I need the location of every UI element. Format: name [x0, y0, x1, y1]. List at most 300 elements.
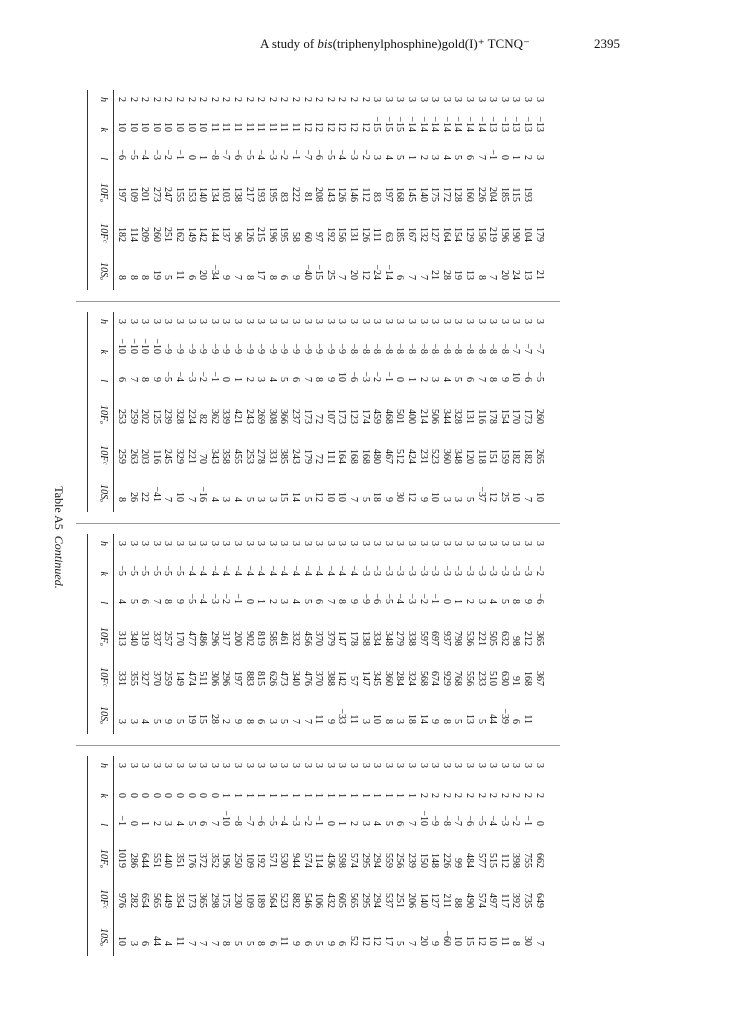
cell-fobs: 340: [127, 631, 139, 646]
cell-fobs: 295: [359, 853, 371, 868]
cell-sigma: 19: [185, 714, 197, 724]
cell-fcalc: 480: [371, 449, 383, 464]
cell-l: −1: [208, 371, 220, 382]
cell-sigma: 4: [208, 497, 220, 502]
cell-l: −3: [150, 149, 162, 160]
table-row: [312, 312, 324, 512]
cell-fcalc: 605: [336, 893, 348, 908]
cell-fobs: 501: [394, 409, 406, 424]
cell-h: 3: [406, 319, 417, 324]
cell-k: −14: [464, 116, 475, 132]
cell-fcalc: 282: [127, 893, 139, 908]
cell-fcalc: 354: [174, 893, 185, 908]
cell-k: −3: [359, 565, 371, 576]
table-row: [440, 534, 452, 734]
cell-l: 1: [510, 155, 522, 160]
cell-fcalc: 60: [301, 232, 313, 242]
cell-l: −8: [208, 149, 220, 160]
running-title-suffix: (triphenylphosphine)gold(I)⁺ TCNQ⁻: [332, 36, 530, 51]
cell-fcalc: 360: [382, 671, 394, 686]
table-row: [185, 90, 197, 290]
cell-fobs: 352: [208, 853, 220, 868]
cell-sigma: 17: [382, 936, 394, 946]
cell-fobs: 204: [487, 187, 499, 202]
cell-sigma: 7: [185, 497, 197, 502]
cell-h: 3: [406, 763, 417, 768]
cell-fobs: 902: [243, 631, 255, 646]
table-row: [382, 90, 394, 290]
cell-fcalc: 340: [290, 671, 301, 686]
cell-fobs: 126: [336, 187, 348, 202]
cell-fobs: 226: [475, 187, 487, 202]
cell-fcalc: 260: [150, 227, 162, 242]
cell-fcalc: 63: [382, 232, 394, 242]
cell-sigma: −16: [197, 486, 209, 502]
cell-fcalc: 265: [533, 449, 545, 464]
cell-sigma: 11: [313, 714, 325, 724]
cell-k: 1: [243, 793, 255, 798]
cell-h: 3: [290, 541, 301, 546]
cell-sigma: 25: [324, 270, 336, 280]
cell-h: 3: [510, 541, 522, 546]
column-header-k: k: [98, 127, 109, 132]
cell-h: 3: [336, 541, 348, 546]
cell-l: −8: [232, 815, 243, 826]
cell-h: 3: [150, 319, 162, 324]
column-header-row: [97, 312, 109, 512]
cell-h: 3: [487, 97, 499, 102]
cell-fobs: 250: [232, 853, 243, 868]
page-number: 2395: [594, 36, 620, 51]
cell-fobs: 170: [174, 631, 185, 646]
table-header-rule: [113, 90, 114, 290]
table-row: [486, 756, 498, 956]
cell-fobs: 344: [440, 409, 452, 424]
cell-l: −5: [475, 815, 487, 826]
cell-sigma: 11: [278, 936, 290, 946]
cell-k: 2: [487, 793, 499, 798]
cell-l: −2: [417, 593, 429, 604]
cell-h: 3: [116, 763, 127, 768]
cell-sigma: 7: [208, 941, 220, 946]
table-row: [370, 90, 382, 290]
cell-h: 3: [313, 763, 325, 768]
cell-fobs: 585: [266, 631, 278, 646]
cell-h: 3: [487, 763, 499, 768]
cell-h: 3: [359, 319, 371, 324]
cell-h: 3: [232, 763, 243, 768]
block-separator: [76, 745, 560, 746]
cell-h: 3: [290, 763, 301, 768]
cell-fobs: 98: [510, 636, 522, 646]
table-block: [76, 756, 560, 956]
cell-l: 2: [464, 599, 475, 604]
cell-fobs: 574: [301, 853, 313, 868]
cell-sigma: 3: [440, 497, 452, 502]
cell-sigma: 3: [266, 719, 278, 724]
table-row: [359, 534, 371, 734]
cell-fobs: 192: [255, 853, 267, 868]
table-row: [150, 534, 162, 734]
cell-k: −3: [510, 565, 522, 576]
cell-fobs: 170: [510, 409, 522, 424]
cell-fcalc: 132: [417, 227, 429, 242]
cell-h: 3: [440, 541, 452, 546]
cell-k: 0: [127, 793, 139, 798]
cell-fcalc: 278: [255, 449, 267, 464]
cell-h: 2: [162, 97, 174, 102]
cell-h: 2: [127, 97, 139, 102]
table-row: [347, 312, 359, 512]
cell-l: 4: [174, 821, 185, 826]
cell-l: 5: [394, 155, 406, 160]
cell-k: −15: [382, 116, 394, 132]
cell-h: 3: [382, 319, 394, 324]
cell-sigma: 7: [336, 275, 348, 280]
cell-fobs: 332: [290, 631, 301, 646]
cell-h: 3: [498, 97, 510, 102]
cell-l: 6: [394, 821, 406, 826]
cell-fobs: 400: [406, 409, 417, 424]
cell-fobs: 328: [174, 409, 185, 424]
cell-k: −9: [324, 343, 336, 354]
table-row: [150, 90, 162, 290]
cell-fcalc: 109: [243, 893, 255, 908]
cell-h: 3: [382, 97, 394, 102]
cell-h: 3: [336, 319, 348, 324]
cell-h: 3: [359, 763, 371, 768]
running-title-prefix: A study of: [260, 36, 318, 51]
cell-k: 0: [116, 793, 127, 798]
cell-fobs: 112: [498, 853, 510, 868]
column-header-k: k: [98, 571, 109, 576]
cell-fobs: 937: [440, 631, 452, 646]
table-block: [76, 312, 560, 512]
table-row: [243, 90, 255, 290]
cell-fcalc: 511: [197, 671, 209, 686]
cell-h: 3: [429, 763, 441, 768]
table-row: [185, 534, 197, 734]
table-row: [509, 756, 521, 956]
cell-h: 3: [220, 763, 232, 768]
cell-fcalc: 367: [533, 671, 545, 686]
cell-sigma: 3: [452, 497, 464, 502]
cell-fobs: 798: [452, 631, 464, 646]
cell-fcalc: 474: [185, 671, 197, 686]
table-row: [301, 90, 313, 290]
table-row: [451, 90, 463, 290]
cell-fobs: 317: [220, 631, 232, 646]
cell-k: 10: [116, 122, 127, 132]
cell-fcalc: 91: [510, 676, 522, 686]
cell-l: −2: [278, 149, 290, 160]
table-row: [301, 312, 313, 512]
cell-fcalc: 331: [266, 449, 278, 464]
table-row: [185, 312, 197, 512]
cell-fcalc: 111: [324, 449, 336, 464]
cell-h: 3: [348, 319, 359, 324]
cell-sigma: 4: [139, 719, 151, 724]
cell-sigma: 12: [359, 936, 371, 946]
cell-sigma: 5: [313, 941, 325, 946]
cell-l: 5: [127, 599, 139, 604]
cell-sigma: 6: [255, 719, 267, 724]
cell-fobs: 632: [498, 631, 510, 646]
cell-k: −4: [348, 565, 359, 576]
cell-l: 3: [359, 821, 371, 826]
table-row: [475, 756, 487, 956]
cell-sigma: 8: [220, 941, 232, 946]
cell-fobs: 239: [406, 853, 417, 868]
cell-k: −9: [336, 343, 348, 354]
cell-k: −14: [475, 116, 487, 132]
cell-fobs: 644: [139, 853, 151, 868]
cell-h: 3: [417, 97, 429, 102]
cell-k: −8: [348, 343, 359, 354]
cell-sigma: 9: [290, 941, 301, 946]
cell-l: −5: [533, 371, 545, 382]
cell-l: 4: [440, 155, 452, 160]
table-row: [208, 534, 220, 734]
cell-l: 10: [510, 372, 522, 382]
cell-fcalc: 370: [313, 671, 325, 686]
cell-h: 3: [162, 319, 174, 324]
cell-k: −5: [150, 565, 162, 576]
cell-sigma: 10: [336, 492, 348, 502]
table-row: [231, 756, 243, 956]
cell-sigma: 10: [371, 714, 383, 724]
cell-k: 1: [336, 793, 348, 798]
cell-sigma: 9: [324, 719, 336, 724]
table-row: [335, 312, 347, 512]
cell-fcalc: 231: [417, 449, 429, 464]
cell-fobs: 597: [417, 631, 429, 646]
cell-fcalc: 156: [475, 227, 487, 242]
cell-l: 4: [371, 821, 383, 826]
cell-l: 0: [127, 821, 139, 826]
cell-h: 3: [139, 541, 151, 546]
cell-fobs: 398: [510, 853, 522, 868]
cell-fobs: 140: [197, 187, 209, 202]
cell-k: −8: [440, 343, 452, 354]
cell-h: 3: [394, 97, 406, 102]
cell-h: 3: [127, 319, 139, 324]
cell-h: 3: [429, 319, 441, 324]
cell-h: 3: [324, 763, 336, 768]
cell-fcalc: 190: [510, 227, 522, 242]
table-caption: [51, 90, 66, 985]
cell-k: −4: [232, 565, 243, 576]
cell-h: 3: [278, 541, 290, 546]
cell-sigma: 7: [487, 275, 499, 280]
cell-k: 1: [232, 793, 243, 798]
cell-fobs: 134: [208, 187, 220, 202]
cell-h: 3: [359, 541, 371, 546]
cell-fcalc: 654: [139, 893, 151, 908]
table-caption-label: Table A5: [52, 486, 66, 530]
cell-fobs: 338: [406, 631, 417, 646]
table-row: [451, 312, 463, 512]
cell-l: 1: [197, 155, 209, 160]
cell-k: −5: [127, 565, 139, 576]
cell-k: −4: [278, 565, 290, 576]
cell-fcalc: 151: [487, 449, 499, 464]
cell-fcalc: 546: [301, 893, 313, 908]
cell-fcalc: 490: [464, 893, 475, 908]
cell-sigma: 30: [522, 936, 533, 946]
cell-k: −5: [162, 565, 174, 576]
table-row: [521, 534, 533, 734]
cell-l: −4: [487, 815, 499, 826]
cell-fobs: 178: [487, 409, 499, 424]
cell-fobs: 598: [336, 853, 348, 868]
cell-l: 3: [278, 599, 290, 604]
cell-k: 1: [278, 793, 290, 798]
cell-fcalc: 127: [429, 893, 441, 908]
cell-fcalc: 343: [208, 449, 220, 464]
cell-k: −14: [440, 116, 452, 132]
cell-l: 7: [475, 377, 487, 382]
cell-l: −6: [255, 815, 267, 826]
cell-k: −3: [475, 565, 487, 576]
cell-sigma: 7: [406, 941, 417, 946]
cell-fobs: 72: [313, 414, 325, 424]
cell-fobs: 237: [290, 409, 301, 424]
table-rule: [87, 312, 88, 512]
running-title-italic: bis: [317, 36, 333, 51]
cell-k: −7: [522, 343, 533, 354]
table-row: [428, 756, 440, 956]
table-row: [533, 90, 545, 290]
table-row: [219, 534, 231, 734]
table-row: [335, 756, 347, 956]
cell-h: 3: [255, 541, 267, 546]
cell-k: −14: [452, 116, 464, 132]
cell-h: 3: [313, 541, 325, 546]
cell-h: 3: [452, 763, 464, 768]
cell-l: −6: [232, 149, 243, 160]
cell-fobs: 559: [382, 853, 394, 868]
cell-fcalc: 196: [498, 227, 510, 242]
cell-fcalc: 449: [162, 893, 174, 908]
cell-fcalc: 219: [487, 227, 499, 242]
table-row: [498, 90, 510, 290]
cell-sigma: 10: [452, 936, 464, 946]
cell-fcalc: 355: [127, 671, 139, 686]
cell-l: −2: [359, 149, 371, 160]
cell-sigma: 20: [498, 270, 510, 280]
cell-sigma: 3: [255, 497, 267, 502]
cell-sigma: 10: [116, 936, 127, 946]
cell-h: 3: [417, 763, 429, 768]
cell-k: 10: [139, 122, 151, 132]
cell-sigma: 7: [533, 941, 545, 946]
cell-k: −13: [522, 116, 533, 132]
cell-fcalc: 230: [232, 893, 243, 908]
cell-fcalc: 206: [406, 893, 417, 908]
cell-sigma: 9: [220, 275, 232, 280]
cell-fcalc: 168: [348, 449, 359, 464]
cell-l: −6: [371, 593, 383, 604]
cell-l: 3: [162, 821, 174, 826]
cell-h: 3: [406, 97, 417, 102]
cell-h: 3: [174, 763, 185, 768]
cell-h: 3: [150, 763, 162, 768]
table-row: [266, 90, 278, 290]
cell-fobs: 379: [324, 631, 336, 646]
cell-l: 3: [533, 155, 545, 160]
cell-fobs: 174: [359, 409, 371, 424]
cell-fobs: 83: [278, 192, 290, 202]
cell-k: −9: [290, 343, 301, 354]
table-row: [428, 312, 440, 512]
table-row: [243, 756, 255, 956]
cell-fobs: 577: [475, 853, 487, 868]
cell-fcalc: 476: [301, 671, 313, 686]
cell-l: −1: [232, 593, 243, 604]
cell-l: 2: [348, 821, 359, 826]
cell-sigma: 9: [429, 719, 441, 724]
cell-sigma: 7: [406, 275, 417, 280]
cell-h: 2: [150, 97, 162, 102]
cell-l: −10: [220, 810, 232, 826]
table-row: [301, 756, 313, 956]
cell-k: −15: [371, 116, 383, 132]
cell-fobs: 372: [197, 853, 209, 868]
cell-l: 6: [116, 377, 127, 382]
cell-h: 3: [510, 319, 522, 324]
cell-l: −7: [243, 815, 255, 826]
cell-k: −3: [429, 565, 441, 576]
cell-sigma: 5: [162, 275, 174, 280]
column-header-fcalc: 10Fᶜ: [98, 667, 109, 686]
table-row: [196, 312, 208, 512]
table-row: [173, 312, 185, 512]
cell-k: 1: [348, 793, 359, 798]
cell-k: 1: [394, 793, 406, 798]
cell-fobs: 197: [116, 187, 127, 202]
cell-h: 3: [185, 319, 197, 324]
cell-fcalc: 565: [348, 893, 359, 908]
cell-l: 9: [324, 377, 336, 382]
cell-h: 3: [440, 97, 452, 102]
cell-fcalc: 182: [522, 449, 533, 464]
cell-fobs: 212: [522, 631, 533, 646]
cell-fcalc: 929: [440, 671, 452, 686]
cell-l: 1: [255, 599, 267, 604]
cell-fobs: 214: [417, 409, 429, 424]
cell-l: 2: [243, 377, 255, 382]
cell-h: 3: [487, 319, 499, 324]
table-row: [324, 534, 336, 734]
table-row: [405, 90, 417, 290]
table-row: [254, 90, 266, 290]
cell-k: 10: [150, 122, 162, 132]
cell-h: 3: [278, 763, 290, 768]
cell-fcalc: 57: [348, 676, 359, 686]
table-row: [486, 90, 498, 290]
cell-sigma: 8: [116, 497, 127, 502]
cell-fobs: 468: [382, 409, 394, 424]
cell-fobs: 256: [394, 853, 406, 868]
cell-k: −10: [139, 338, 151, 354]
table-row: [208, 90, 220, 290]
table-row: [196, 756, 208, 956]
cell-sigma: 15: [278, 492, 290, 502]
cell-fobs: 222: [290, 187, 301, 202]
cell-fobs: 662: [533, 853, 545, 868]
cell-fcalc: 164: [440, 227, 452, 242]
